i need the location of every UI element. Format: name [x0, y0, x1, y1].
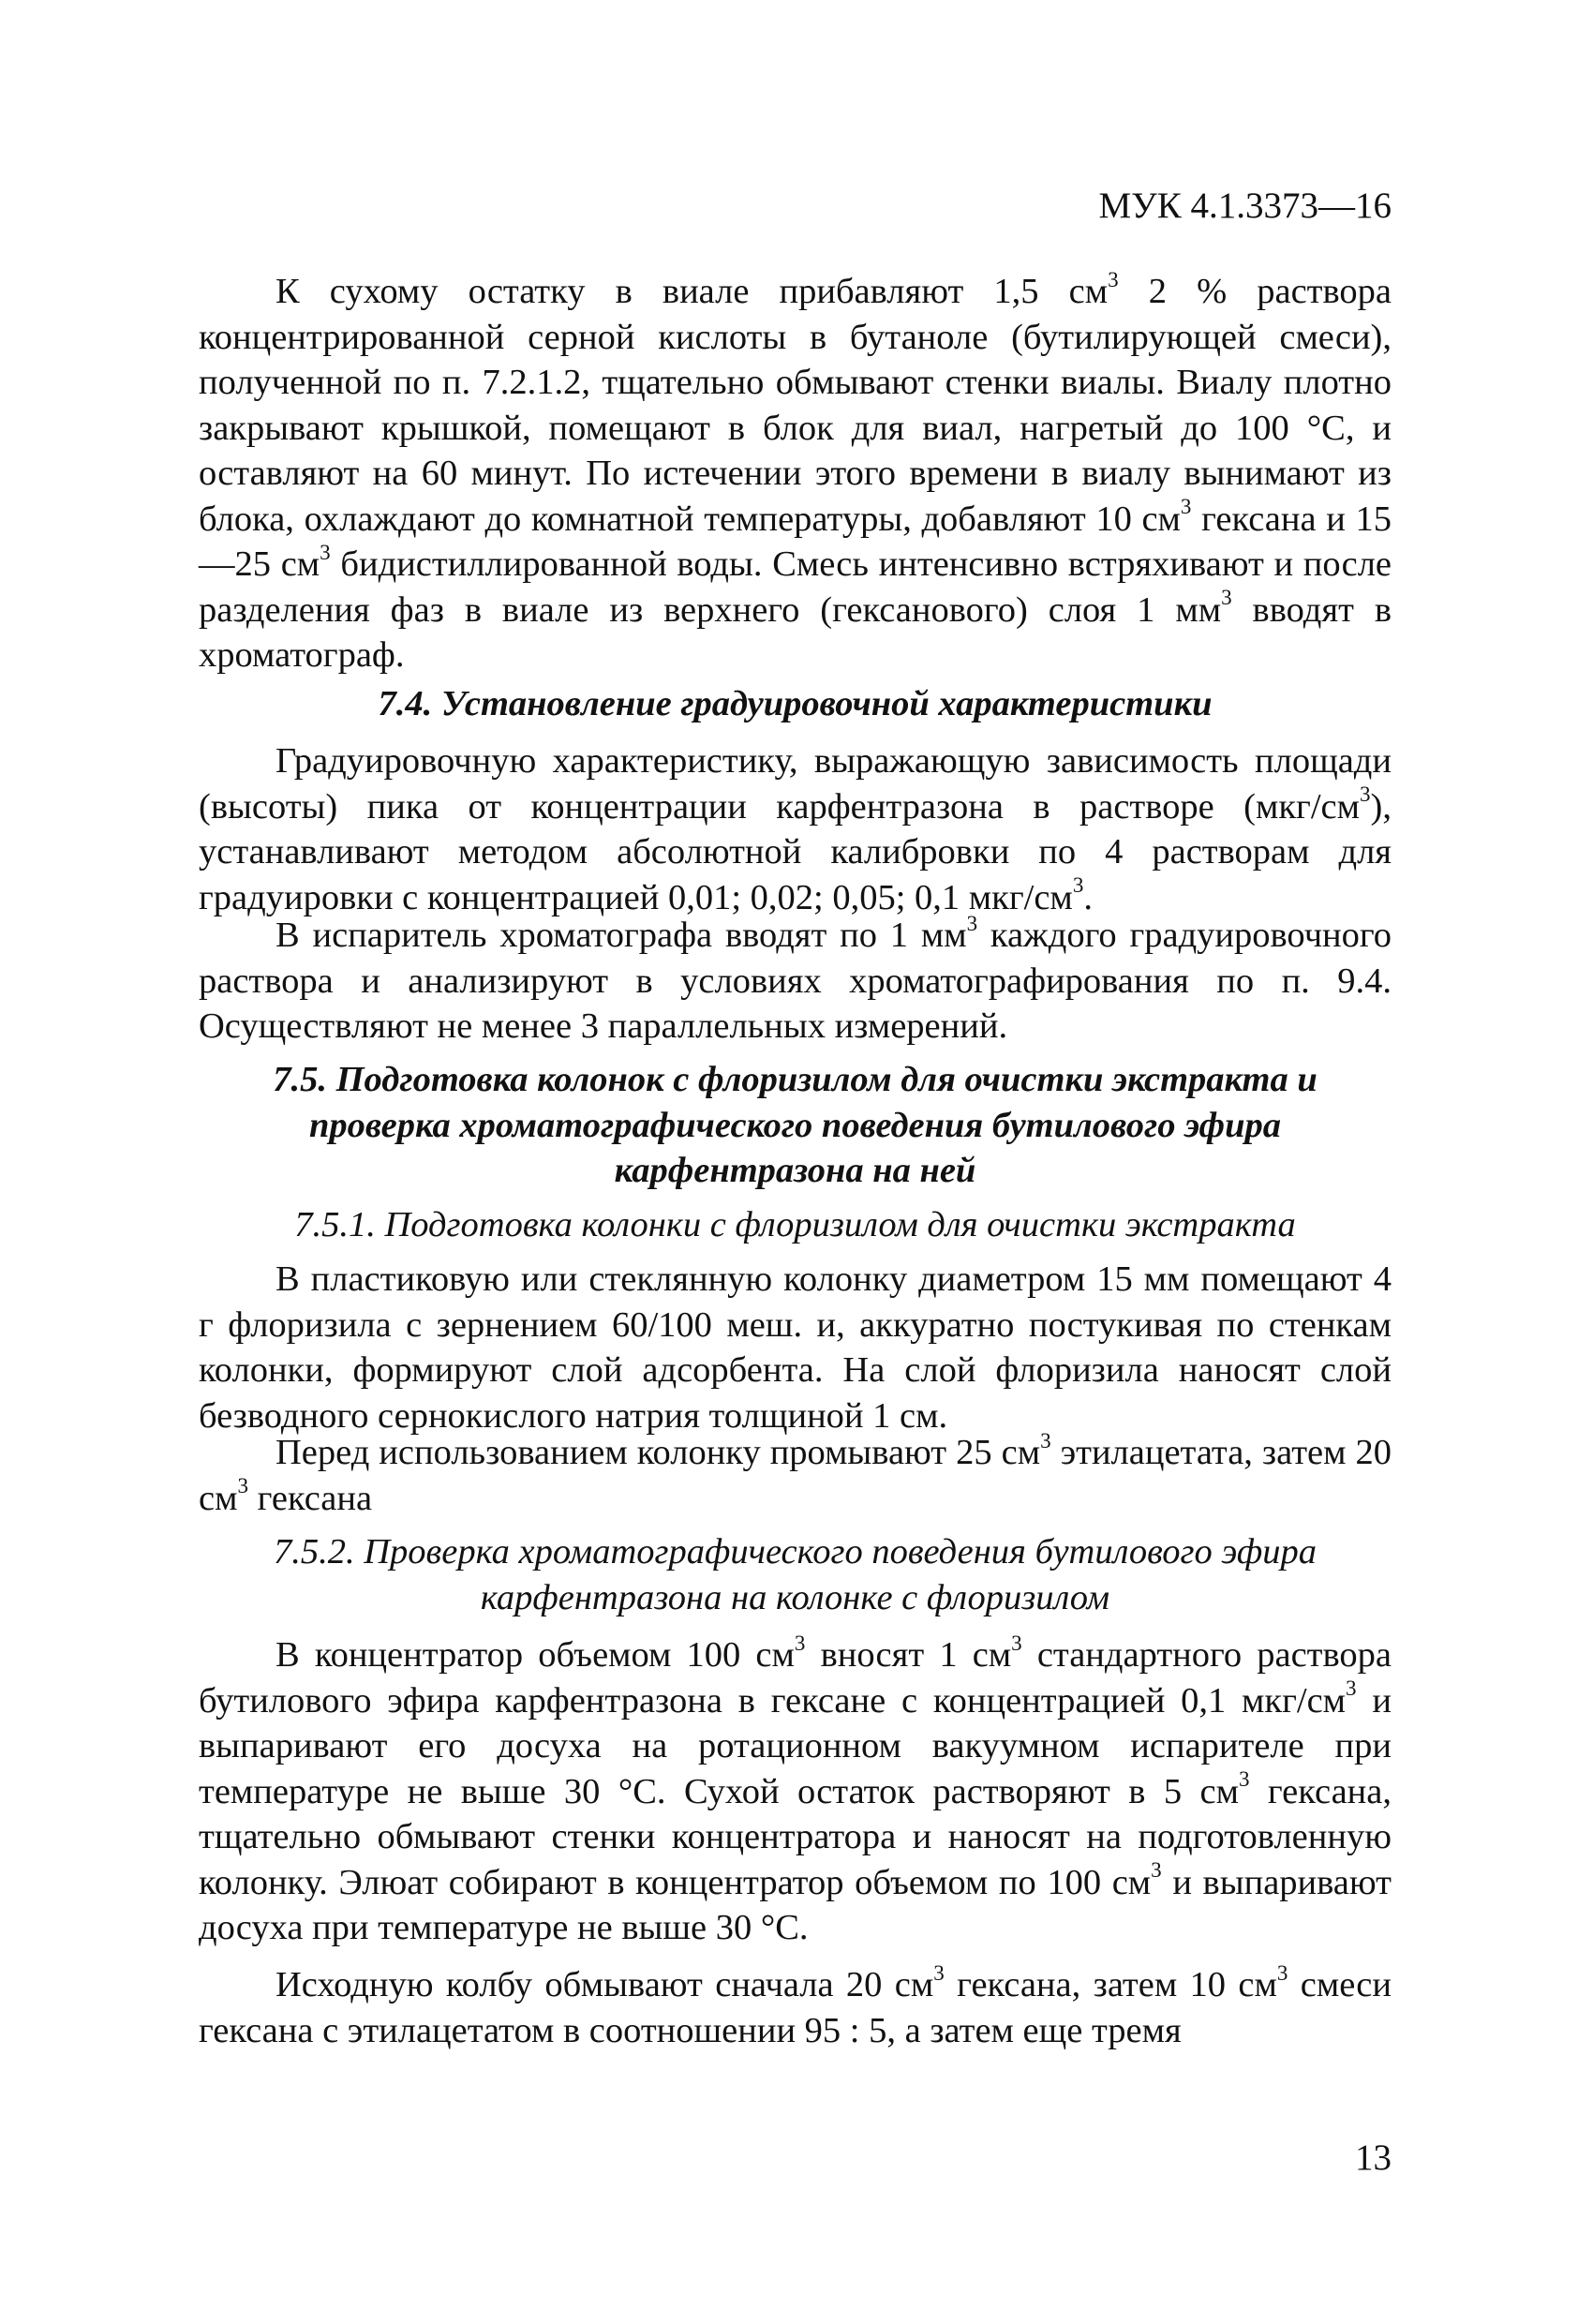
- heading-line: 7.5. Подготовка колонок с флоризилом для очистки экстракта и: [273, 1060, 1318, 1099]
- text-run: гексана: [248, 1478, 373, 1518]
- text-run: стандартного раствора бутилового эфира карфентразона в гексане с концентрацией 0,1 мкг/см: [199, 1635, 1392, 1721]
- heading-line: проверка хроматографического поведения бутилового эфира: [308, 1105, 1282, 1145]
- superscript: 3: [1346, 1676, 1357, 1701]
- text-run: гексана, тщательно обмывают стенки концентратора и наносят на подготовленную колонку. Элюат собирают в концентратор объемом по 100 см: [199, 1771, 1392, 1902]
- paragraph-calibration: [199, 738, 1392, 920]
- text-run: этилацетата, затем 20 см: [199, 1433, 1392, 1518]
- text-run: каждого градуировочного раствора и анализируют в условиях хроматографирования по п. 9.4. Осуществляют не менее 3 параллельных измерений.: [199, 916, 1392, 1046]
- paragraph-injection: [199, 910, 1392, 1050]
- text-run: и выпаривают досуха при температуре не выше 30 °С.: [199, 1862, 1392, 1947]
- text-run: 2 % раствора концентрированной серной кислоты в бутаноле (бутилирующей смеси), полученной по п. 7.2.1.2, тщательно обмывают стенки виалы. Виалу плотно закрывают крышкой, помещают в блок для виал, нагретый до 100 °С, и оставляют на 60 минут. По истечении этого времени в виалу вынимают из блока, охлаждают до комнатной температуры, добавляют 10 см: [199, 272, 1392, 539]
- text-run: ), устанавливают методом абсолютной калибровки по 4 растворам для градуировки с концентрацией 0,01; 0,02; 0,05; 0,1 мкг/см: [199, 786, 1392, 917]
- paragraph-column-prep: В пластиковую или стеклянную колонку диаметром 15 мм помещают 4 г флоризила с зернением 60/100 меш. и, аккуратно постукивая по стенкам колонки, формируют слой адсорбента. На слой флоризила наносят слой безводного сернокислого натрия толщиной 1 см.: [199, 1259, 1392, 1436]
- text-run: смеси гексана с этилацетатом в соотношении 95 : 5, а затем еще тремя: [199, 1965, 1392, 2050]
- text-run: В концентратор объемом 100 см: [275, 1635, 795, 1675]
- heading-line: карфентразона на ней: [614, 1151, 976, 1190]
- superscript: 3: [1238, 1766, 1250, 1792]
- text-run: Градуировочную характеристику, выражающую зависимость площади (высоты) пика от концентрации карфентразона в растворе (мкг/см: [199, 741, 1392, 827]
- text-run: вводят в хроматограф.: [199, 589, 1392, 675]
- document-code-header: МУК 4.1.3373—16: [1098, 186, 1392, 226]
- section-heading-7-5: [199, 1057, 1392, 1194]
- superscript: 3: [933, 1959, 945, 1985]
- page-number: 13: [1355, 2138, 1392, 2178]
- superscript: 3: [1151, 1857, 1162, 1883]
- superscript: 3: [794, 1630, 806, 1655]
- superscript: 3: [1011, 1630, 1022, 1655]
- text-run: Перед использованием колонку промывают 25 см: [275, 1433, 1041, 1472]
- text-run: и выпаривают его досуха на ротационном вакуумном испарителе при температуре не выше 30 °С. Сухой остаток растворяют в 5 см: [199, 1680, 1392, 1811]
- superscript: 3: [320, 539, 331, 564]
- text-run: вносят 1 см: [805, 1635, 1012, 1675]
- superscript: 3: [1108, 266, 1119, 291]
- paragraph-chromatographic-check: [199, 1632, 1392, 1951]
- section-heading-7-5-2: [199, 1529, 1392, 1620]
- superscript: 3: [237, 1473, 248, 1498]
- superscript: 3: [1360, 782, 1371, 807]
- superscript: 3: [1040, 1427, 1051, 1452]
- section-heading-7-5-1: 7.5.1. Подготовка колонки с флоризилом для очистки экстракта: [294, 1205, 1296, 1244]
- superscript: 3: [966, 910, 978, 935]
- superscript: 3: [1276, 1959, 1288, 1985]
- heading-line: карфентразона на колонке с флоризилом: [480, 1577, 1110, 1617]
- text-run: бидистиллированной воды. Смесь интенсивно встряхивают и после разделения фаз в виале из верхнего (гексанового) слоя 1 мм: [199, 544, 1392, 630]
- text-run: К сухому остатку в виале прибавляют 1,5 см: [275, 272, 1109, 311]
- heading-line: 7.5.2. Проверка хроматографического поведения бутилового эфира: [273, 1532, 1317, 1572]
- superscript: 3: [1180, 494, 1192, 519]
- text-run: Исходную колбу обмывают сначала 20 см: [275, 1965, 934, 2004]
- text-run: гексана и 15—25 см: [199, 499, 1392, 584]
- superscript: 3: [1221, 585, 1232, 610]
- text-run: В испаритель хроматографа вводят по 1 мм: [275, 916, 967, 955]
- text-run: .: [1083, 877, 1093, 917]
- text-run: гексана, затем 10 см: [944, 1965, 1277, 2004]
- superscript: 3: [1072, 872, 1084, 898]
- section-heading-7-4: 7.4. Установление градуировочной характеристики: [378, 684, 1213, 723]
- paragraph-flask-rinse: [199, 1959, 1392, 2053]
- paragraph-column-wash: [199, 1427, 1392, 1521]
- paragraph-derivatization: [199, 266, 1392, 678]
